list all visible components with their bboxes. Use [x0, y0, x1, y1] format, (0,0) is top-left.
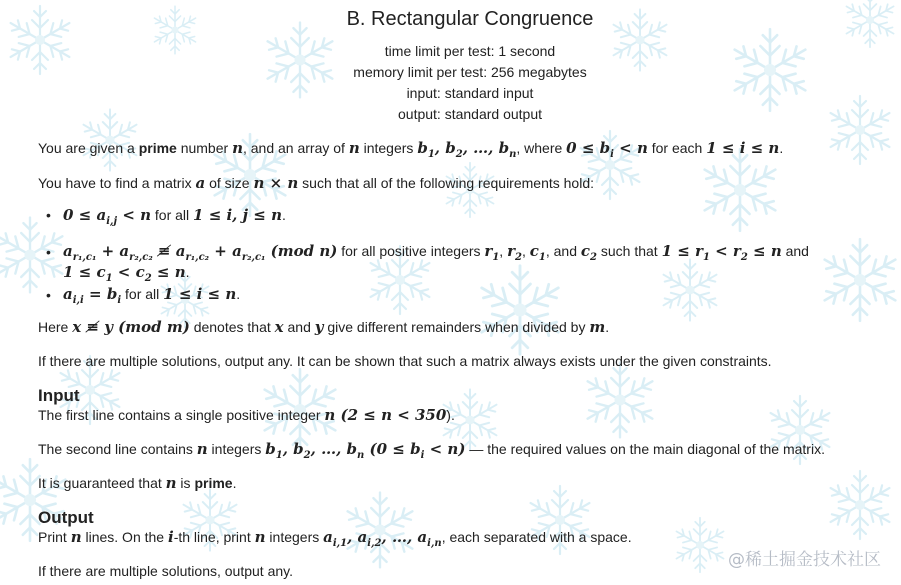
math: x	[274, 318, 284, 336]
math: n	[232, 139, 243, 157]
text: integers	[207, 441, 266, 457]
math: $r_2$	[507, 242, 522, 263]
text: It is guaranteed that	[38, 475, 166, 491]
text: .	[236, 286, 241, 302]
math: $0 \le b_i < n$	[566, 139, 648, 160]
math: n (2 ≤ n < 350	[324, 406, 447, 424]
text: and	[283, 319, 315, 335]
statement-paragraph-3	[38, 318, 609, 336]
math: m	[589, 318, 606, 336]
statement-paragraph-1	[38, 139, 783, 160]
math: y	[314, 318, 324, 336]
bullet-dot: •	[46, 244, 51, 260]
text: for all	[151, 207, 194, 223]
requirement-1	[63, 206, 286, 227]
math: 1 ≤ i ≤ n	[163, 285, 237, 303]
math: a	[195, 174, 206, 192]
requirement-2-cont	[63, 263, 190, 284]
text: .	[185, 264, 190, 280]
problem-title: B. Rectangular Congruence	[346, 8, 594, 30]
text: ,	[521, 243, 530, 259]
memory-limit: memory limit per test: 256 megabytes	[353, 64, 587, 80]
text: such that	[596, 243, 662, 259]
text: .	[232, 475, 237, 491]
text: is	[176, 475, 195, 491]
text: denotes that	[189, 319, 275, 335]
math: n	[165, 474, 177, 492]
output-line-1	[38, 528, 632, 549]
requirement-2	[63, 242, 809, 263]
math: $r_1$	[484, 242, 500, 263]
text: for all positive integers	[337, 243, 485, 259]
text: The second line contains	[38, 441, 197, 457]
math: n	[348, 139, 360, 157]
text: ).	[446, 407, 455, 423]
text: of size	[205, 175, 254, 191]
requirement-3	[63, 285, 240, 306]
statement-paragraph-4: If there are multiple solutions, output any. It can be shown that such a matrix always exists under the given constraints.	[38, 353, 772, 369]
text: such that all of the following requirements hold:	[298, 175, 595, 191]
text: give different remainders when divided by	[323, 319, 590, 335]
text: -th line, print	[173, 529, 255, 545]
prime-keyword: prime	[194, 475, 233, 491]
text: — the required values on the main diagonal of the matrix.	[465, 441, 825, 457]
output-spec: output: standard output	[398, 106, 542, 122]
text: ,	[499, 243, 508, 259]
math: n	[70, 528, 82, 546]
bullet-dot: •	[46, 207, 51, 223]
text: lines. On the	[81, 529, 168, 545]
text: number	[176, 140, 233, 156]
text: and	[781, 243, 809, 259]
math: $b_1$, $b_2$, …, $b_n$	[417, 139, 517, 160]
math: $c_1$	[529, 242, 546, 263]
text: The first line contains a single positive integer	[38, 407, 325, 423]
input-spec: input: standard input	[406, 85, 534, 101]
text: .	[605, 319, 610, 335]
text: integers	[265, 529, 324, 545]
text: , and an array of	[242, 140, 349, 156]
text: , and	[545, 243, 581, 259]
math: $1 \le r_1 < r_2 \le n$	[661, 242, 782, 263]
math: $a_{r_1,c_1} + a_{r_2,c_2}$ ≢ $a_{r_1,c_2} + a_{r_2,c_1}$ (mod n)	[63, 242, 338, 263]
bullet-dot: •	[46, 287, 51, 303]
math: $a_{i,1}$, $a_{i,2}$, …, $a_{i,n}$	[323, 528, 442, 549]
output-line-2: If there are multiple solutions, output any.	[38, 563, 293, 579]
text: You have to find a matrix	[38, 175, 196, 191]
text: Here	[38, 319, 73, 335]
math: $0 \le a_{i,j} < n$	[63, 206, 152, 227]
math: i	[167, 528, 174, 546]
text: .	[779, 140, 784, 156]
text: for each	[647, 140, 707, 156]
text: , each separated with a space.	[441, 529, 632, 545]
math: 1 ≤ i, j ≤ n	[193, 206, 282, 224]
text: integers	[359, 140, 418, 156]
text: , where	[516, 140, 567, 156]
input-heading: Input	[38, 386, 80, 405]
math: n	[254, 528, 266, 546]
output-heading: Output	[38, 508, 94, 527]
statement-paragraph-2	[38, 174, 594, 192]
math: 1 ≤ i ≤ n	[706, 139, 780, 157]
input-line-1	[38, 406, 455, 424]
text: Print	[38, 529, 71, 545]
math: $1 \le c_1 < c_2 \le n$	[63, 263, 186, 284]
math: $c_2$	[580, 242, 597, 263]
math: x ≢ y (mod m)	[72, 318, 190, 336]
prime-keyword: prime	[138, 140, 177, 156]
math: n	[196, 440, 208, 458]
input-line-3	[38, 474, 236, 492]
math: $a_{i,i} = b_i$	[63, 285, 122, 306]
time-limit: time limit per test: 1 second	[384, 43, 556, 59]
math: $b_1$, $b_2$, …, $b_n$ $(0 \le b_i < n)$	[265, 440, 466, 461]
text: .	[281, 207, 286, 223]
input-line-2	[38, 440, 825, 461]
text: for all	[121, 286, 164, 302]
text: You are given a	[38, 140, 139, 156]
site-watermark: @稀土掘金技术社区	[728, 550, 881, 570]
math: n × n	[253, 174, 299, 192]
